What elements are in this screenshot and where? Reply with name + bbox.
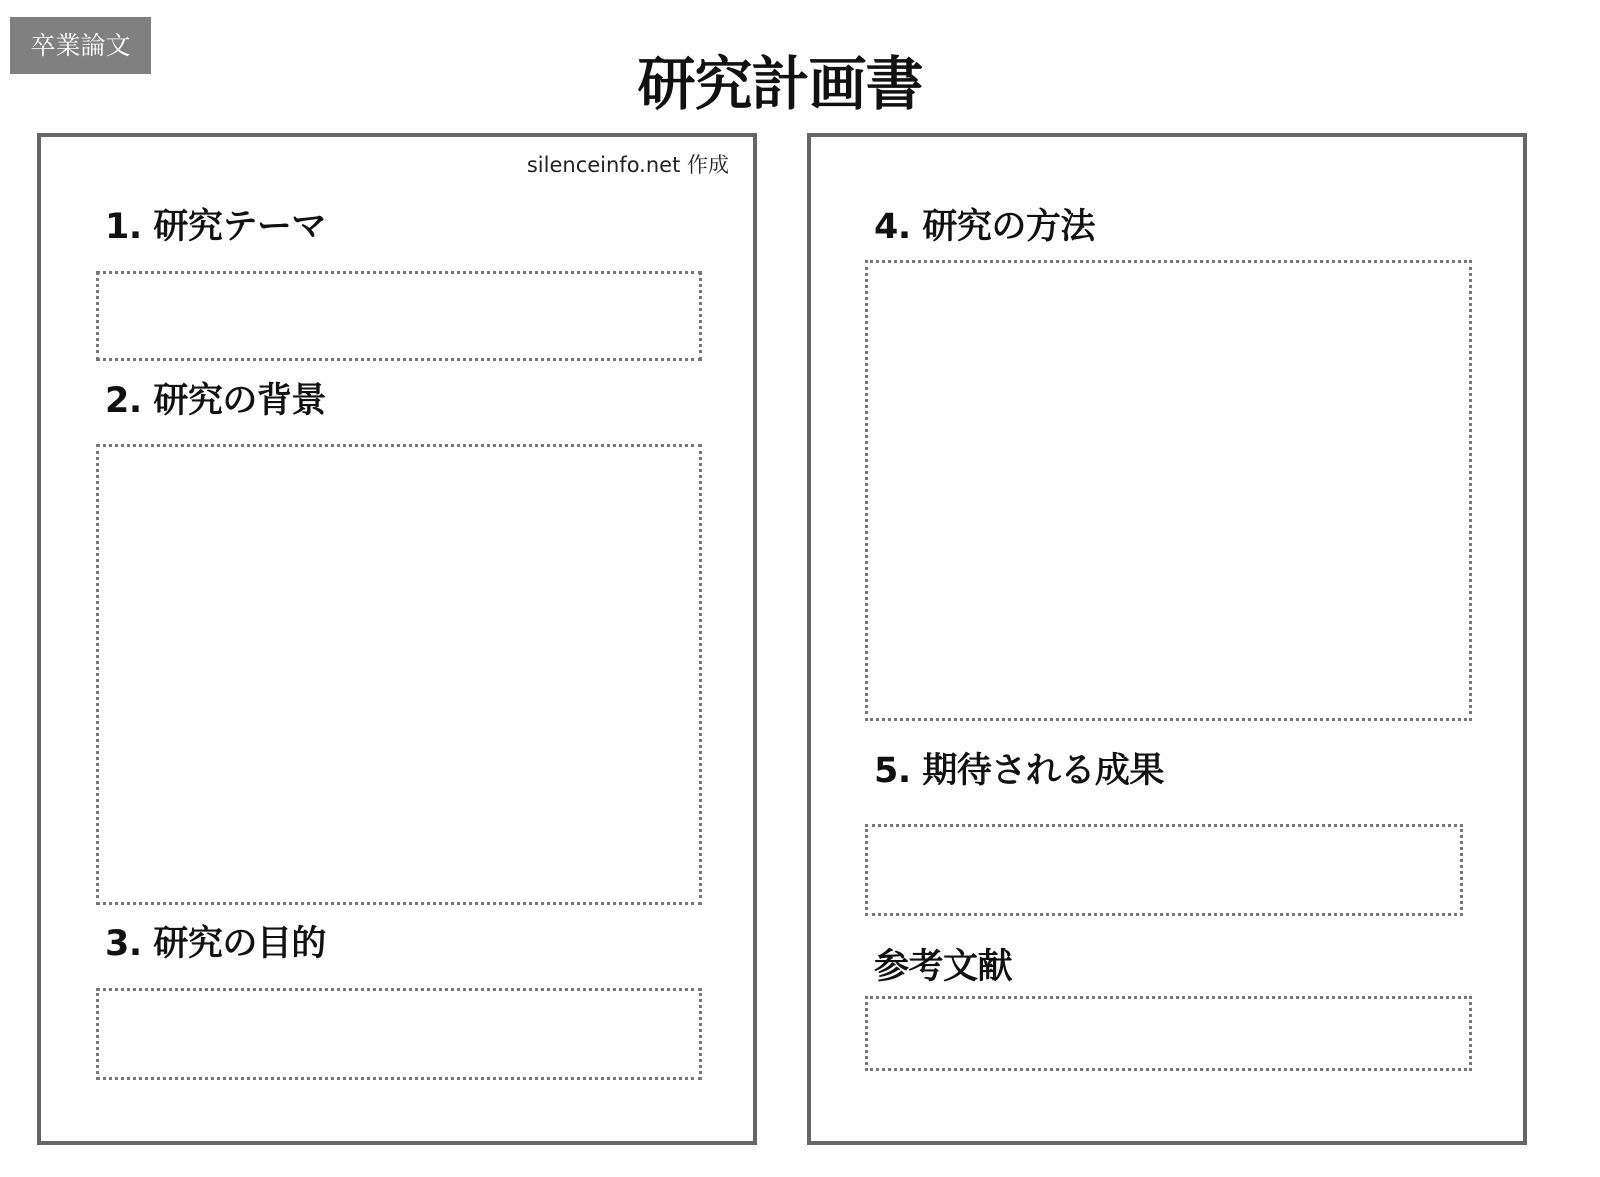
research-method-field[interactable] — [865, 260, 1472, 721]
category-tag: 卒業論文 — [10, 17, 151, 74]
heading-research-method: 4. 研究の方法 — [874, 207, 1095, 247]
research-background-field[interactable] — [96, 444, 702, 905]
heading-research-purpose: 3. 研究の目的 — [105, 924, 326, 964]
left-page — [37, 133, 757, 1145]
research-theme-field[interactable] — [96, 271, 702, 361]
heading-references: 参考文献 — [874, 947, 1013, 987]
references-field[interactable] — [865, 996, 1472, 1071]
heading-research-theme: 1. 研究テーマ — [105, 207, 326, 247]
expected-results-field[interactable] — [865, 824, 1463, 916]
heading-research-background: 2. 研究の背景 — [105, 381, 326, 421]
right-page — [807, 133, 1527, 1145]
heading-expected-results: 5. 期待される成果 — [874, 751, 1164, 791]
research-purpose-field[interactable] — [96, 988, 702, 1080]
page-title: 研究計画書 — [637, 50, 923, 118]
credit-text: silenceinfo.net 作成 — [526, 153, 729, 177]
